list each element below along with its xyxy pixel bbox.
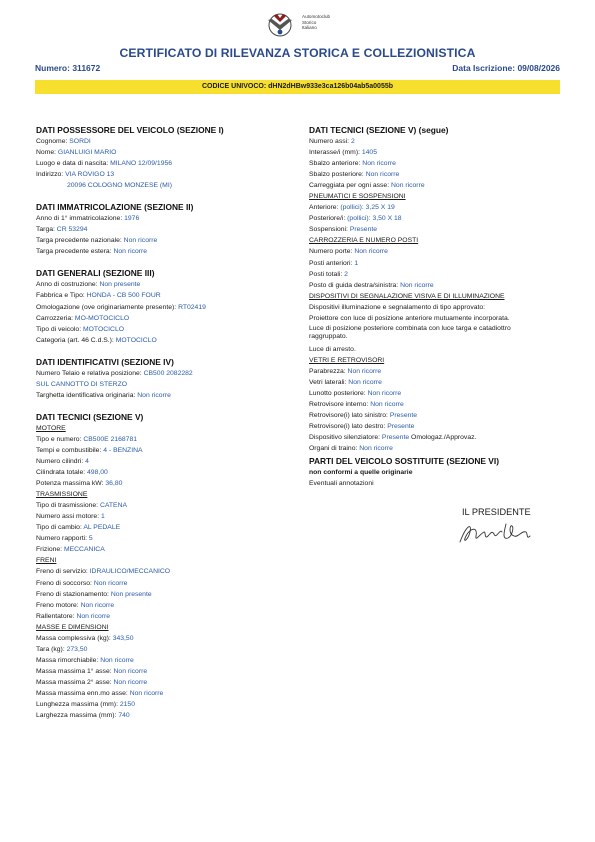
section-subtitle: non conformi a quelle originarie <box>309 469 413 477</box>
field-indirizzo: Indirizzo: VIA ROVIGO 13 <box>36 171 115 179</box>
field-cognome: Cognome: SORDI <box>36 138 91 145</box>
field-lunghezza: Lunghezza massima (mm): 2150 <box>36 701 135 709</box>
dispositivi-text-2: Proiettore con luce di posizione anteriore mutuamente incorporata. <box>309 314 510 322</box>
subsection-motore: MOTORE <box>36 424 66 432</box>
field-telaio: Numero Telaio e relativa posizione: CB500 2082282 <box>36 369 193 377</box>
field-massa-asse-2: Massa massima 2° asse: Non ricorre <box>36 678 148 686</box>
field-frizione: Frizione: MECCANICA <box>36 546 105 554</box>
section-title: DATI IMMATRICOLAZIONE (SEZIONE II) <box>36 202 194 213</box>
document-title: CERTIFICATO DI RILEVANZA STORICA E COLLEZIONISTICA <box>119 46 476 60</box>
left-column <box>36 124 296 721</box>
signature-icon <box>456 518 536 548</box>
field-rapporti: Numero rapporti: 5 <box>36 535 93 543</box>
field-cilindri: Numero cilindri: 4 <box>36 457 89 465</box>
data-iscrizione: Data Iscrizione: 09/08/2026 <box>452 63 560 73</box>
section-title: DATI TECNICI (SEZIONE V) (segue) <box>309 125 449 135</box>
field-massa-rimorchiabile: Massa rimorchiabile: Non ricorre <box>36 656 134 664</box>
field-tipo-numero: Tipo e numero: CB500E 2168781 <box>36 435 138 443</box>
subsection-trasmissione: TRASMISSIONE <box>36 491 88 499</box>
field-freno-stazionamento: Freno di stazionamento: Non presente <box>36 590 152 598</box>
field-targhetta: Targhetta identificativa originaria: Non ricorre <box>36 391 171 399</box>
field-retrovisore-sinistro: Retrovisore(i) lato sinistro: Presente <box>309 412 418 420</box>
field-telaio-posizione: SUL CANNOTTO DI STERZO <box>36 380 128 388</box>
field-freno-motore: Freno motore: Non ricorre <box>36 601 115 609</box>
codice-univoco-bar: CODICE UNIVOCO: dHN2dHBw933e3ca126b04ab5a0055b <box>35 80 560 94</box>
field-rallentatore: Rallentatore: Non ricorre <box>36 612 111 620</box>
field-parabrezza: Parabrezza: Non ricorre <box>309 367 382 375</box>
field-categoria: Categoria (art. 46 C.d.S.): MOTOCICLO <box>36 336 157 344</box>
field-sbalzo-posteriore: Sbalzo posteriore: Non ricorre <box>309 171 400 179</box>
field-anno-costruzione: Anno di costruzione: Non presente <box>36 281 141 289</box>
presidente-label: IL PRESIDENTE <box>462 507 531 517</box>
field-tipo-trasmissione: Tipo di trasmissione: CATENA <box>36 502 128 510</box>
field-freno-soccorso: Freno di soccorso: Non ricorre <box>36 579 128 587</box>
field-silenziatore: Dispositivo silenziatore: Presente Omologaz./Approvaz. <box>309 434 477 442</box>
field-larghezza: Larghezza massima (mm): 740 <box>36 712 130 720</box>
section-title: PARTI DEL VEICOLO SOSTITUITE (SEZIONE VI) <box>309 456 500 467</box>
field-cilindrata: Cilindrata totale: 498,00 <box>36 469 108 477</box>
field-assi-motore: Numero assi motore: 1 <box>36 513 105 521</box>
subsection-masse: MASSE E DIMENSIONI <box>36 623 109 631</box>
field-massa-asse-n: Massa massima enn.mo asse: Non ricorre <box>36 689 164 697</box>
dispositivi-text-1: Dispositivi illuminazione e segnalamento di tipo approvato: <box>309 303 486 311</box>
club-logo-text: Automotoclub Storico Italiano <box>302 14 331 31</box>
subsection-vetri: VETRI E RETROVISORI <box>309 356 385 364</box>
field-omologazione: Omologazione (ove originariamente presente): RT02419 <box>36 303 206 311</box>
field-vetri-laterali: Vetri laterali: Non ricorre <box>309 378 382 386</box>
field-nome: Nome: GIANLUIGI MARIO <box>36 149 117 157</box>
field-retrovisore-interno: Retrovisore interno: Non ricorre <box>309 401 404 409</box>
field-pneumatico-posteriore: Posteriore/i: (pollici): 3,50 X 18 <box>309 215 402 223</box>
field-organi-traino: Organi di traino: Non ricorre <box>309 445 393 453</box>
field-numero-assi: Numero assi: 2 <box>309 138 355 145</box>
field-carrozzeria: Carrozzeria: MO-MOTOCICLO <box>36 314 130 322</box>
field-nascita: Luogo e data di nascita: MILANO 12/09/1956 <box>36 160 173 168</box>
field-retrovisore-destro: Retrovisore(i) lato destro: Presente <box>309 423 415 431</box>
field-freno-servizio: Freno di servizio: IDRAULICO/MECCANICO <box>36 568 171 576</box>
field-pneumatico-anteriore: Anteriore: (pollici): 3,25 X 19 <box>309 204 395 212</box>
field-potenza: Potenza massima kW: 36,80 <box>36 480 123 488</box>
subsection-dispositivi: DISPOSITIVI DI SEGNALAZIONE VISIVA E DI ILLUMINAZIONE <box>309 292 505 300</box>
field-targa-estera: Targa precedente estera: Non ricorre <box>36 248 148 256</box>
field-tempi: Tempi e combustibile: 4 - BENZINA <box>36 446 143 454</box>
field-porte: Numero porte: Non ricorre <box>309 248 388 256</box>
field-posti-totali: Posti totali: 2 <box>309 270 348 278</box>
subsection-freni: FRENI <box>36 557 57 565</box>
section-title: DATI GENERALI (SEZIONE III) <box>36 268 155 279</box>
field-massa-asse-1: Massa massima 1° asse: Non ricorre <box>36 667 148 675</box>
field-cambio: Tipo di cambio: AL PEDALE <box>36 524 121 532</box>
field-fabbrica: Fabbrica e Tipo: HONDA - CB 500 FOUR <box>36 292 161 300</box>
subsection-carrozzeria: CARROZZERIA E NUMERO POSTI <box>309 237 419 245</box>
section-title: DATI TECNICI (SEZIONE V) <box>36 411 144 422</box>
section-title: DATI IDENTIFICATIVI (SEZIONE IV) <box>36 356 174 367</box>
subsection-pneumatici: PNEUMATICI E SOSPENSIONI <box>309 193 406 201</box>
field-tipo-veicolo: Tipo di veicolo: MOTOCICLO <box>36 325 125 333</box>
section-title: DATI POSSESSORE DEL VEICOLO (SEZIONE I) <box>36 125 224 135</box>
field-anno-immatricolazione: Anno di 1° immatricolazione: 1976 <box>36 215 140 223</box>
field-sbalzo-anteriore: Sbalzo anteriore: Non ricorre <box>309 160 396 168</box>
dispositivi-text-4: Luce di arresto. <box>309 345 356 353</box>
numero-certificato: Numero: 311672 <box>35 63 101 73</box>
field-posto-guida: Posto di guida destra/sinistra: Non ricorre <box>309 281 434 289</box>
annotazioni-label: Eventuali annotazioni <box>309 480 374 488</box>
field-targa: Targa: CR 53294 <box>36 226 88 234</box>
field-massa-complessiva: Massa complessiva (kg): 343,50 <box>36 634 134 642</box>
field-lunotto: Lunotto posteriore: Non ricorre <box>309 389 402 397</box>
field-indirizzo-cont: 20096 COLOGNO MONZESE (MI) <box>67 182 172 190</box>
dispositivi-text-3: Luce di posizione posteriore combinata con luce targa e catadiottro raggruppato. <box>309 324 511 341</box>
field-carreggiata: Carreggiata per ogni asse: Non ricorre <box>309 182 425 190</box>
right-column <box>309 124 549 489</box>
field-targa-nazionale: Targa precedente nazionale: Non ricorre <box>36 237 158 245</box>
field-posti-anteriori: Posti anteriori: 1 <box>309 259 359 267</box>
field-sospensioni: Sospensioni: Presente <box>309 226 378 234</box>
field-interasse: Interasse/i (mm): 1405 <box>309 149 377 157</box>
field-tara: Tara (kg): 273,50 <box>36 645 88 653</box>
